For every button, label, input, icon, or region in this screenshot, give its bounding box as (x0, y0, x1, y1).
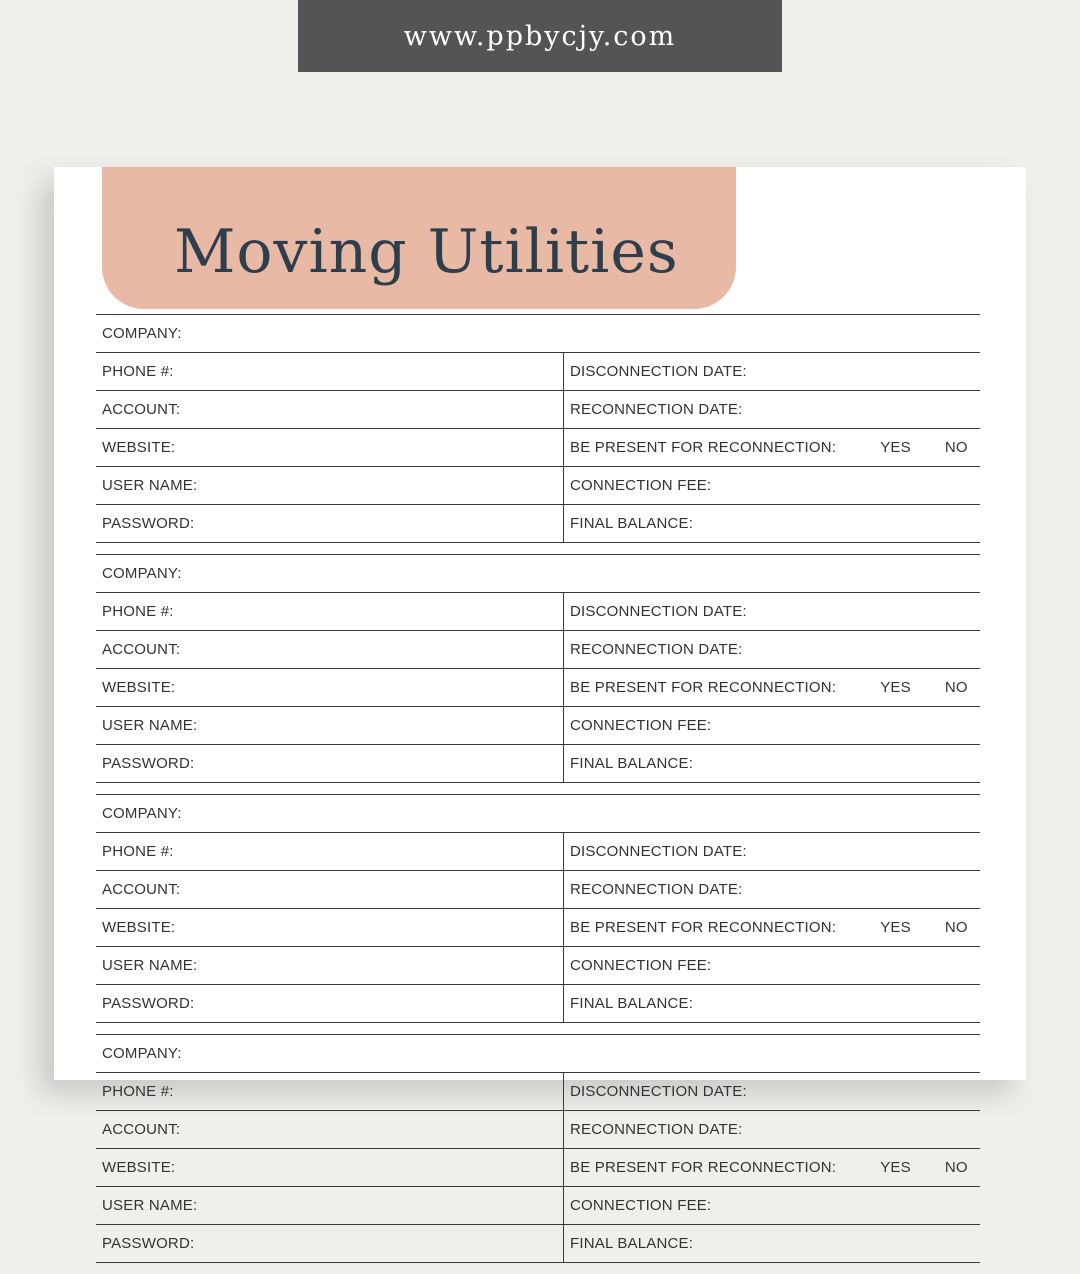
be-present-label: BE PRESENT FOR RECONNECTION: (570, 679, 837, 696)
form-row (96, 908, 980, 946)
final-balance-field[interactable]: FINAL BALANCE: (570, 1235, 694, 1252)
company-row (96, 795, 980, 832)
disconnection-date-field[interactable]: DISCONNECTION DATE: (570, 1083, 747, 1100)
no-option[interactable]: NO (944, 439, 968, 456)
form-row (96, 832, 980, 870)
password-field[interactable]: PASSWORD: (96, 745, 564, 782)
yes-option[interactable]: YES (880, 679, 911, 696)
website-field[interactable]: WEBSITE: (96, 669, 564, 706)
connection-fee-field[interactable]: CONNECTION FEE: (570, 477, 712, 494)
password-field[interactable]: PASSWORD: (96, 985, 564, 1022)
account-field[interactable]: ACCOUNT: (96, 391, 564, 428)
reconnection-date-field[interactable]: RECONNECTION DATE: (570, 641, 743, 658)
form-row (96, 1072, 980, 1110)
form-row (96, 390, 980, 428)
be-present-field (564, 909, 980, 946)
be-present-label: BE PRESENT FOR RECONNECTION: (570, 919, 837, 936)
connection-fee-field[interactable]: CONNECTION FEE: (570, 957, 712, 974)
final-balance-field[interactable]: FINAL BALANCE: (570, 995, 694, 1012)
phone-field[interactable]: PHONE #: (96, 1073, 564, 1110)
utility-block (96, 554, 980, 783)
company-field[interactable]: COMPANY: (102, 805, 182, 822)
username-field[interactable]: USER NAME: (96, 707, 564, 744)
be-present-field (564, 669, 980, 706)
no-option[interactable]: NO (944, 919, 968, 936)
phone-field[interactable]: PHONE #: (96, 833, 564, 870)
utility-block (96, 1034, 980, 1263)
form-row (96, 706, 980, 744)
reconnection-date-field[interactable]: RECONNECTION DATE: (570, 881, 743, 898)
form-row (96, 668, 980, 706)
password-field[interactable]: PASSWORD: (96, 505, 564, 542)
form-row (96, 428, 980, 466)
phone-field[interactable]: PHONE #: (96, 593, 564, 630)
form-row (96, 946, 980, 984)
no-option[interactable]: NO (944, 679, 968, 696)
website-field[interactable]: WEBSITE: (96, 429, 564, 466)
company-field[interactable]: COMPANY: (102, 1045, 182, 1062)
disconnection-date-field[interactable]: DISCONNECTION DATE: (570, 363, 747, 380)
disconnection-date-field[interactable]: DISCONNECTION DATE: (570, 603, 747, 620)
company-row (96, 555, 980, 592)
username-field[interactable]: USER NAME: (96, 467, 564, 504)
form-row (96, 1186, 980, 1224)
company-row (96, 315, 980, 352)
yes-option[interactable]: YES (880, 1159, 911, 1176)
form-row (96, 352, 980, 390)
account-field[interactable]: ACCOUNT: (96, 1111, 564, 1148)
yes-option[interactable]: YES (880, 439, 911, 456)
form-row (96, 592, 980, 630)
utility-block (96, 794, 980, 1023)
reconnection-date-field[interactable]: RECONNECTION DATE: (570, 1121, 743, 1138)
planner-sheet (54, 167, 1026, 1252)
form-row (96, 984, 980, 1022)
no-option[interactable]: NO (944, 1159, 968, 1176)
company-field[interactable]: COMPANY: (102, 565, 182, 582)
website-field[interactable]: WEBSITE: (96, 909, 564, 946)
disconnection-date-field[interactable]: DISCONNECTION DATE: (570, 843, 747, 860)
company-field[interactable]: COMPANY: (102, 325, 182, 342)
utility-block (96, 314, 980, 543)
form-row (96, 744, 980, 782)
be-present-field (564, 429, 980, 466)
website-url-banner: www.ppbycjy.com (298, 0, 782, 72)
be-present-label: BE PRESENT FOR RECONNECTION: (570, 1159, 837, 1176)
be-present-label: BE PRESENT FOR RECONNECTION: (570, 439, 837, 456)
account-field[interactable]: ACCOUNT: (96, 871, 564, 908)
utilities-form (96, 314, 980, 1274)
form-row (96, 504, 980, 542)
connection-fee-field[interactable]: CONNECTION FEE: (570, 1197, 712, 1214)
yes-option[interactable]: YES (880, 919, 911, 936)
page-title: Moving Utilities (174, 217, 679, 287)
password-field[interactable]: PASSWORD: (96, 1225, 564, 1262)
form-row (96, 630, 980, 668)
connection-fee-field[interactable]: CONNECTION FEE: (570, 717, 712, 734)
phone-field[interactable]: PHONE #: (96, 353, 564, 390)
form-row (96, 870, 980, 908)
form-row (96, 1224, 980, 1262)
title-tab (102, 167, 736, 309)
be-present-field (564, 1149, 980, 1186)
reconnection-date-field[interactable]: RECONNECTION DATE: (570, 401, 743, 418)
username-field[interactable]: USER NAME: (96, 947, 564, 984)
form-row (96, 1148, 980, 1186)
form-row (96, 466, 980, 504)
form-row (96, 1110, 980, 1148)
username-field[interactable]: USER NAME: (96, 1187, 564, 1224)
website-field[interactable]: WEBSITE: (96, 1149, 564, 1186)
final-balance-field[interactable]: FINAL BALANCE: (570, 755, 694, 772)
final-balance-field[interactable]: FINAL BALANCE: (570, 515, 694, 532)
company-row (96, 1035, 980, 1072)
account-field[interactable]: ACCOUNT: (96, 631, 564, 668)
